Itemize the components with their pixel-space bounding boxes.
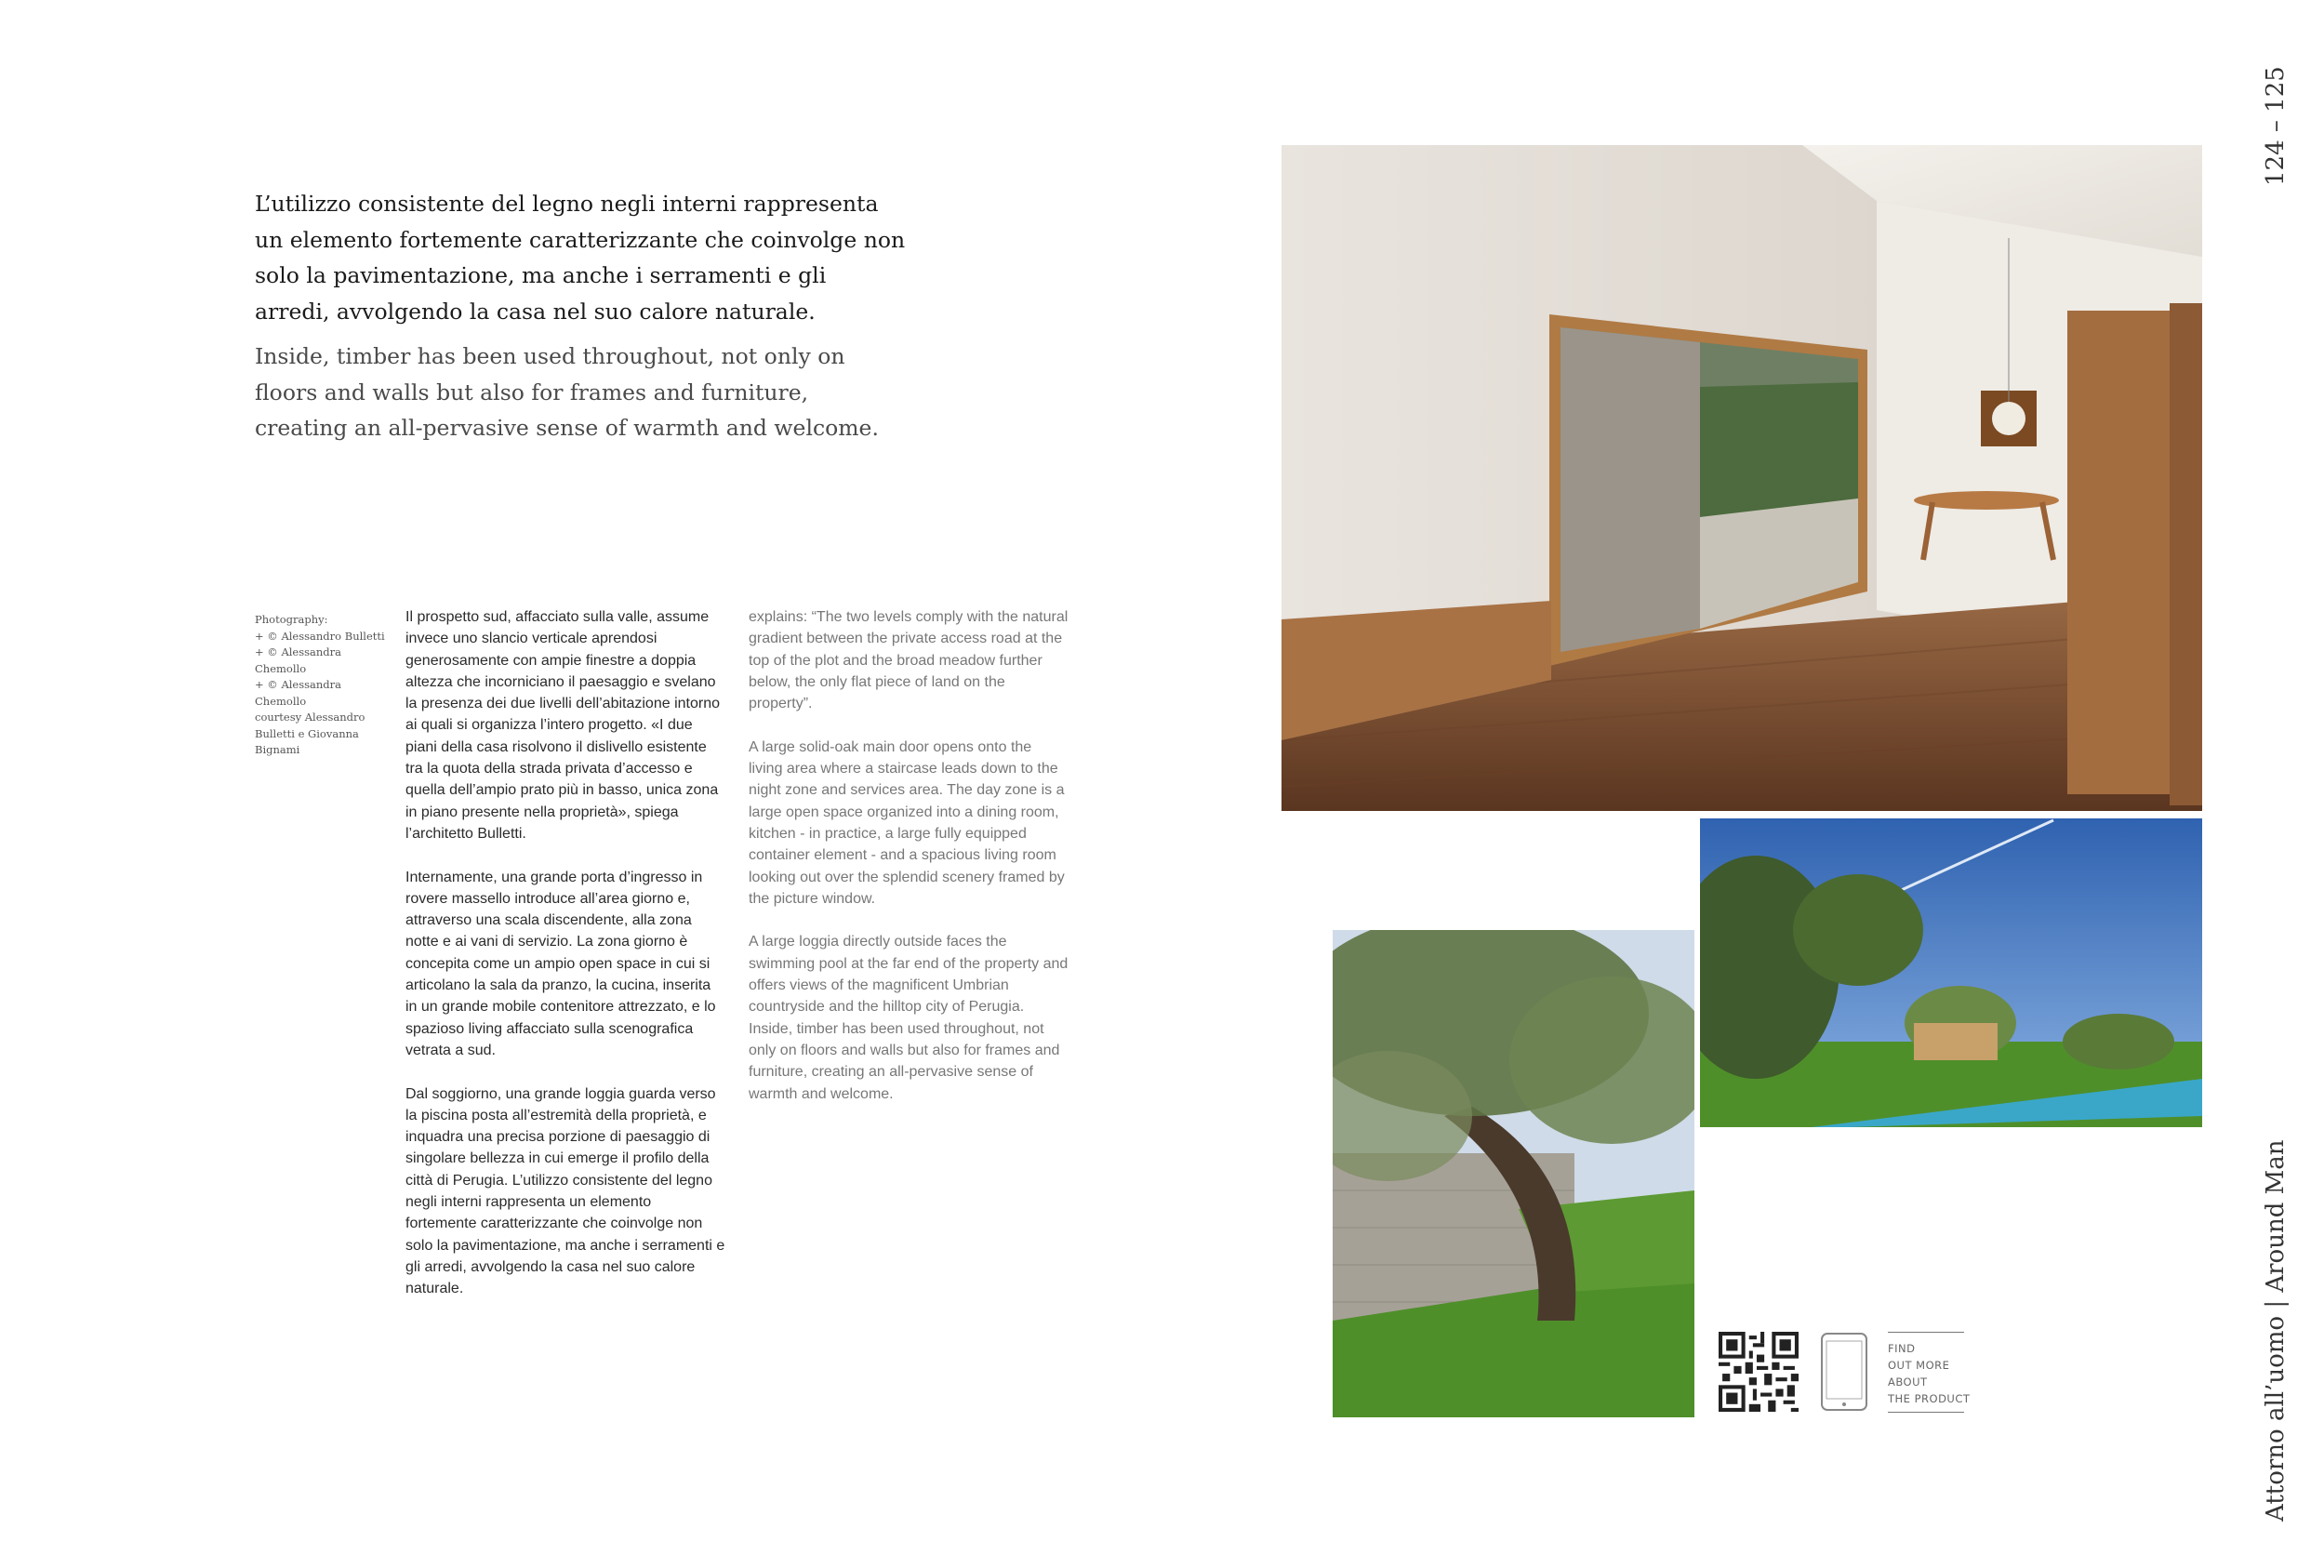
qr-code-icon[interactable]	[1719, 1332, 1799, 1412]
section-title	[2249, 1139, 2304, 1525]
credit-line: courtesy Alessandro	[255, 711, 365, 724]
credit-line: Bignami	[255, 743, 300, 756]
find-out-more-link[interactable]	[1888, 1332, 1971, 1413]
body-paragraph: A large loggia directly outside faces the swimming pool at the far end of the property and offers views of the magnificent Umbrian countryside and the hilltop city of Perugia. Inside, timber has been used throughout, not only on floors and walls but also for frames and furniture, creating an all-pervasive sense of warmth and welcome.	[749, 934, 1069, 1102]
body-column-italian	[405, 606, 726, 1322]
tablet-icon	[1820, 1332, 1868, 1412]
credit-line: + © Alessandra Chemollo	[255, 645, 342, 675]
find-out-more-line: ABOUT	[1888, 1375, 1928, 1389]
body-paragraph: Internamente, una grande porta d’ingresso in rovere massello introduce all’area giorno e, attraverso una scala discendente, alla zona notte e ai vani di servizio. La zona giorno è concepita come un ampio open space in cui si articolano la sala da pranzo, la cucina, inserita in un grande mobile contenitore attrezzato, e lo spazioso living affacciato sulla scenografica vetrata a sud.	[405, 869, 716, 1058]
pool-photo	[1700, 818, 2202, 1127]
section-title-text: Attorno all’uomo | Around Man	[2262, 1139, 2290, 1521]
credit-line: + © Alessandro Bulletti	[255, 629, 385, 643]
photo-credits	[255, 612, 394, 759]
find-out-more-line: OUT MORE	[1888, 1359, 1950, 1372]
interior-photo	[1282, 145, 2202, 811]
lead-text-italian: L’utilizzo consistente del legno negli interni rappresenta un elemento fortemente caratterizzante che coinvolge non solo la pavimentazione, ma anche i serramenti e gli arredi, avvolgendo la casa nel suo calore naturale.	[255, 191, 906, 325]
find-out-more-line: FIND	[1888, 1342, 1916, 1355]
page-numbers	[2249, 56, 2304, 205]
olive-tree-photo	[1333, 930, 1694, 1417]
credit-line: Photography:	[255, 613, 328, 626]
body-paragraph: Il prospetto sud, affacciato sulla valle, assume invece uno slancio verticale aprendosi generosamente con ampie finestre a doppia altezza che incorniciano il paesaggio e svelano la presenza dei due livelli dell’abitazione intorno ai quali si organizza l’intero progetto. «I due piani della casa risolvono il dislivello esistente tra la quota della strada privata d’accesso e quella dell’ampio prato più in basso, unica zona in piano presente nella proprietà», spiega l’architetto Bulletti.	[405, 609, 720, 842]
credit-line: + © Alessandra Chemollo	[255, 678, 342, 708]
body-paragraph: Dal soggiorno, una grande loggia guarda verso la piscina posta all’estremità della proprietà, e inquadra una precisa porzione di paesaggio di singolare bellezza in cui emerge il profilo della città di Perugia. L’utilizzo consistente del legno negli interni rappresenta un elemento fortemente caratterizzante che coinvolge non solo la pavimentazione, ma anche i serramenti e gli arredi, avvolgendo la casa nel suo calore naturale.	[405, 1085, 725, 1297]
credit-line: Bulletti e Giovanna	[255, 726, 359, 740]
lead-text-english: Inside, timber has been used throughout, not only on floors and walls but also for frames and furniture, creating an all-pervasive sense of warmth and welcome.	[255, 343, 879, 441]
body-paragraph: explains: “The two levels comply with the natural gradient between the private access road at the top of the plot and the broad meadow further below, the only flat piece of land on the property”.	[749, 609, 1069, 712]
page-numbers-text: 124 – 125	[2262, 66, 2290, 186]
body-column-english	[749, 606, 1069, 1126]
body-paragraph: A large solid-oak main door opens onto the living area where a staircase leads down to the night zone and services area. The day zone is a large open space organized into a dining room, kitchen - in practice, a large fully equipped container element - and a spacious living room looking out over the splendid scenery framed by the picture window.	[749, 738, 1065, 907]
find-out-more-line: THE PRODUCT	[1888, 1392, 1971, 1405]
